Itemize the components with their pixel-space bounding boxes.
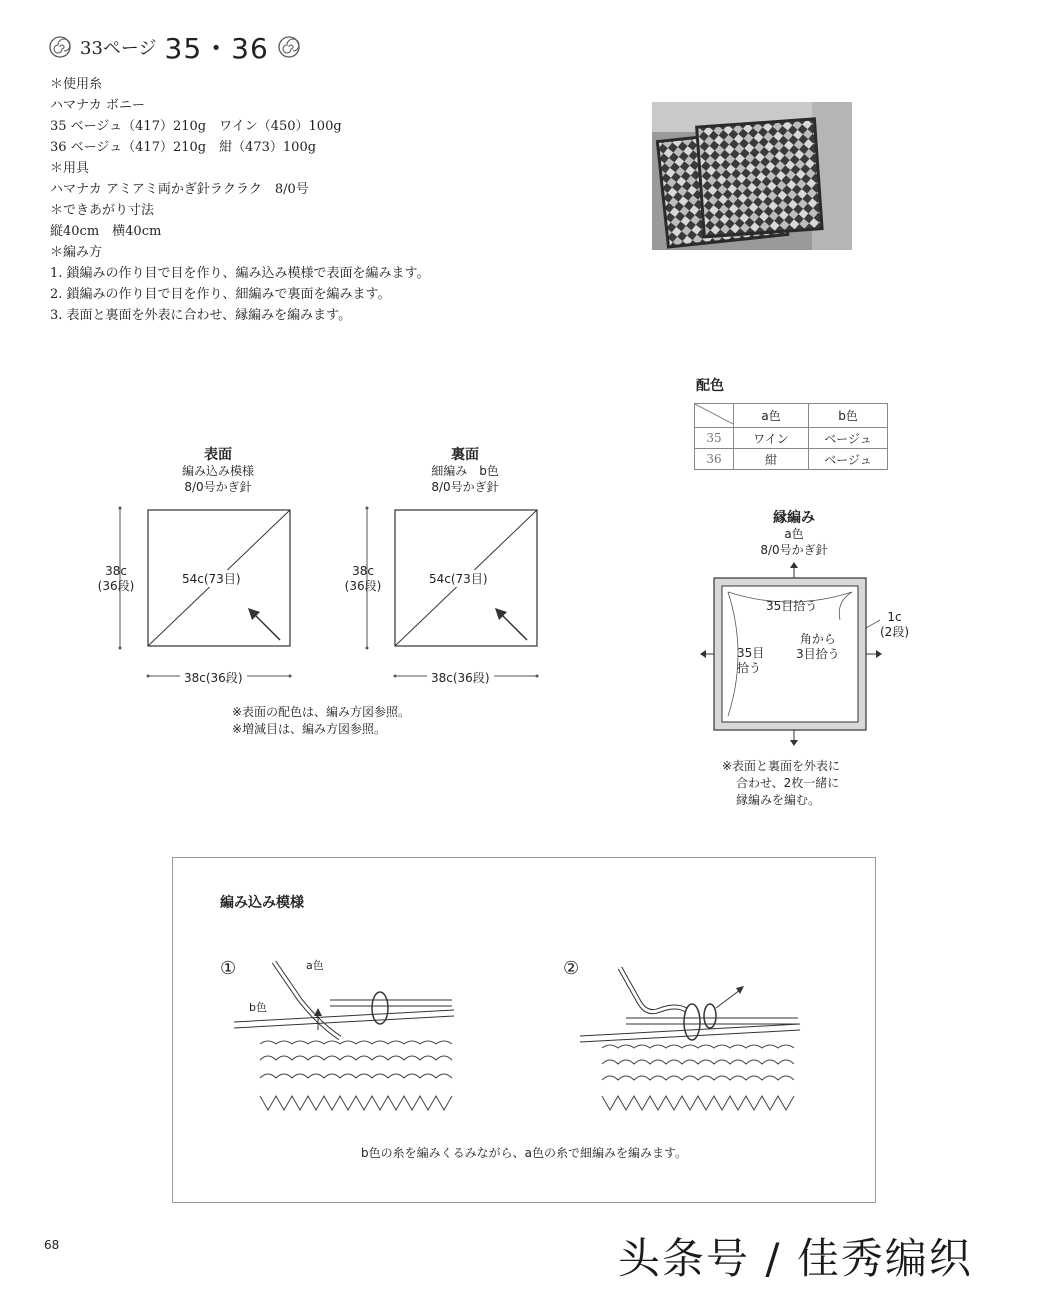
border-hook: 8/0号かぎ針 (760, 543, 828, 557)
border-top-label: 35目拾う (766, 599, 818, 613)
front-panel-title: 表面 (204, 447, 232, 463)
front-stitch-count: 54c(73目) (182, 572, 241, 586)
page-number: 68 (44, 1238, 60, 1252)
materials-line: ハマナカ アミアミ両かぎ針ラクラク 8/0号 (50, 182, 309, 197)
border-notes (722, 758, 840, 809)
table-cell (695, 404, 734, 428)
back-stitch-count: 54c(73目) (429, 572, 488, 586)
border-color: a色 (784, 527, 804, 541)
table-cell: 紺 (734, 449, 809, 470)
pattern-title: 編み込み模様 (220, 895, 304, 911)
front-height-label (96, 564, 136, 594)
pattern-numbers: 35・36 (164, 32, 269, 65)
pattern-caption: b色の糸を編みくるみながら、a色の糸で細編みを編みます。 (360, 1146, 687, 1160)
spiral-icon (277, 35, 301, 59)
front-panel-diagram (110, 500, 310, 690)
dimension-text: (36段) (344, 579, 382, 593)
dimension-text: (2段) (880, 625, 909, 639)
back-panel-heading (375, 447, 555, 495)
materials-list (50, 74, 610, 326)
note-line: 縁編みを編む。 (736, 793, 821, 807)
table-header: a色 (734, 404, 809, 428)
border-corner-label (796, 632, 840, 662)
back-height-label (343, 564, 383, 594)
materials-line: 3. 表面と裏面を外表に合わせ、縁編みを編みます。 (50, 308, 352, 323)
step-two-marker: ② (563, 958, 580, 979)
yarn-a-label: a色 (306, 959, 324, 972)
note-line: ※表面の配色は、編み方図参照。 (232, 705, 411, 719)
front-panel-stitch: 編み込み模様 (181, 464, 254, 478)
materials-line: 1. 鎖編みの作り目で目を作り、編み込み模様で表面を編みます。 (50, 266, 430, 281)
label-text: 角から (799, 632, 836, 646)
materials-line: ＊用具 (50, 161, 90, 176)
note-line: ※表面と裏面を外表に (722, 759, 841, 773)
materials-line: 36 ベージュ（417）210g 紺（473）100g (50, 140, 317, 155)
label-text: 3目拾う (796, 647, 840, 661)
table-row (695, 428, 888, 449)
dimension-text: (36段) (97, 579, 135, 593)
table-cell: 36 (695, 449, 734, 470)
front-panel-hook: 8/0号かぎ針 (184, 480, 252, 494)
front-width-label: 38c(36段) (180, 669, 247, 686)
note-line: 合わせ、2枚一緒に (736, 776, 840, 790)
table-cell: 35 (695, 428, 734, 449)
materials-line: 2. 鎖編みの作り目で目を作り、細編みで裏面を編みます。 (50, 287, 391, 302)
materials-line: ＊できあがり寸法 (50, 203, 155, 218)
back-width-label: 38c(36段) (427, 669, 494, 686)
color-scheme-title: 配色 (696, 378, 724, 394)
spiral-icon (48, 35, 72, 59)
back-panel-diagram (357, 500, 557, 690)
table-cell: ベージュ (809, 449, 888, 470)
step-one-marker: ① (220, 958, 237, 979)
front-panel-heading (128, 447, 308, 495)
label-text: 35目 (737, 646, 765, 660)
back-panel-hook: 8/0号かぎ針 (431, 480, 499, 494)
dimension-text: 38c (352, 564, 374, 578)
back-panel-title: 裏面 (451, 447, 479, 463)
materials-line: ＊編み方 (50, 245, 103, 260)
color-scheme-table (694, 403, 888, 470)
border-diagram (700, 562, 890, 748)
label-text: 拾う (737, 661, 762, 675)
materials-line: ＊使用糸 (50, 77, 103, 92)
page-header (48, 30, 301, 64)
page-reference: 33ページ (80, 38, 157, 59)
yarn-b-label: b色 (249, 1001, 267, 1014)
table-cell: ベージュ (809, 428, 888, 449)
materials-line: ハマナカ ボニー (50, 98, 145, 113)
product-photo (652, 102, 852, 250)
diagonal-divider (695, 404, 733, 424)
table-row (695, 449, 888, 470)
step-two-illustration (576, 960, 806, 1120)
border-title: 縁編み (773, 510, 815, 526)
note-line: ※増減目は、編み方図参照。 (232, 722, 387, 736)
panel-notes (232, 704, 410, 738)
materials-line: 縦40cm 横40cm (50, 224, 162, 239)
table-row (695, 404, 888, 428)
back-panel-stitch: 細編み b色 (431, 464, 499, 478)
table-header: b色 (809, 404, 888, 428)
dimension-text: 38c (105, 564, 127, 578)
border-left-label (737, 646, 764, 676)
dimension-text: 1c (887, 610, 902, 624)
table-cell: ワイン (734, 428, 809, 449)
watermark: 头条号 / 佳秀编织 (618, 1234, 973, 1283)
materials-line: 35 ベージュ（417）210g ワイン（450）100g (50, 119, 342, 134)
border-heading (704, 510, 884, 558)
step-one-illustration (230, 960, 460, 1120)
border-width-label (880, 610, 909, 640)
